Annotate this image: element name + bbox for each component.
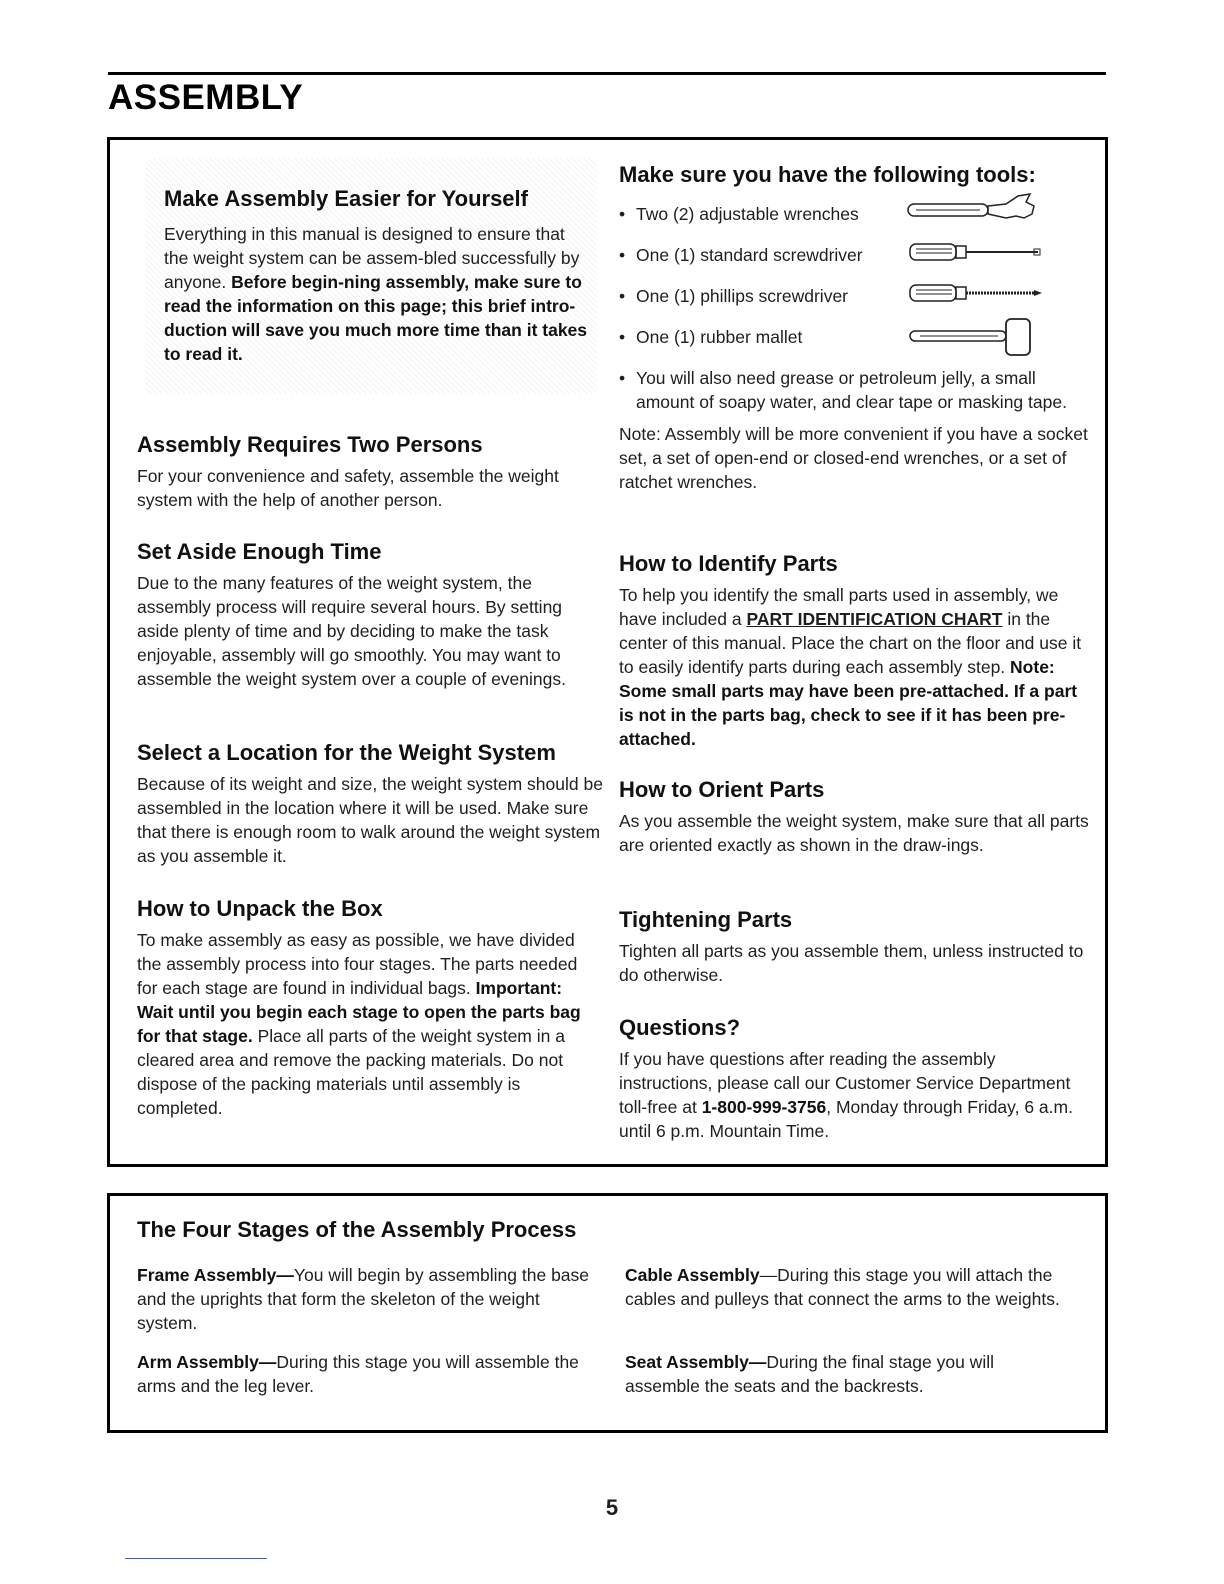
- tool-item-rubber-mallet: [619, 325, 1089, 366]
- page-title: ASSEMBLY: [108, 78, 304, 117]
- section-questions: [619, 1015, 1089, 1143]
- location-text: Because of its weight and size, the weight system should be assembled in the location where it will be used. Make sure that there is enough room to walk around the weight system as you assemble it.: [137, 774, 603, 866]
- stage-arm-title: Arm Assembly—: [137, 1352, 277, 1372]
- part-identification-chart-ref: PART IDENTIFICATION CHART: [746, 609, 1003, 629]
- questions-text: [619, 1047, 1089, 1143]
- stage-cable-text: [625, 1263, 1065, 1311]
- callout-text: [164, 222, 589, 366]
- tool-label: • Two (2) adjustable wrenches: [636, 204, 859, 224]
- identify-note: Note: Some small parts may have been pre-attached. If a part is not in the parts bag, check to see if it has been pre-attached.: [619, 657, 1078, 749]
- set-aside-time-text: Due to the many features of the weight system, the assembly process will require several hours. By setting aside plenty of time and by deciding to make the task enjoyable, assembly will go smoothly. You may want to assemble the weight system over a couple of evenings.: [137, 573, 566, 689]
- stage-frame: [137, 1263, 597, 1335]
- stage-arm-desc: During this stage you will assemble the arms and the leg lever.: [137, 1352, 579, 1396]
- unpack-text: [137, 928, 602, 1120]
- section-identify-parts: [619, 551, 1089, 751]
- stage-cable: [625, 1263, 1065, 1311]
- tools-heading: Make sure you have the following tools:: [619, 162, 1036, 187]
- tightening-text: Tighten all parts as you assemble them, unless instructed to do otherwise.: [619, 941, 1084, 985]
- unpack-important: Important: Wait until you begin each stage to open the parts bag for that stage.: [137, 978, 581, 1046]
- tool-label: • One (1) rubber mallet: [636, 327, 803, 347]
- tool-label: • One (1) phillips screwdriver: [636, 286, 849, 306]
- unpack-heading: How to Unpack the Box: [137, 896, 383, 921]
- orient-heading: How to Orient Parts: [619, 777, 825, 802]
- stage-frame-desc: You will begin by assembling the base and the uprights that form the skeleton of the weight system.: [137, 1265, 590, 1333]
- orient-text: As you assemble the weight system, make sure that all parts are oriented exactly as shown in the draw-ings.: [619, 811, 1089, 855]
- tools-extra-text: You will also need grease or petroleum jelly, a small amount of soapy water, and clear tape or masking tape.: [636, 368, 1067, 412]
- section-set-aside-time: [137, 539, 597, 691]
- section-orient-parts: [619, 777, 1089, 857]
- location-heading: Select a Location for the Weight System: [137, 740, 556, 765]
- identify-text-1: To help you identify the small parts used in assembly, we have included a: [619, 585, 1059, 629]
- identify-text-2: in the center of this manual. Place the chart on the floor and use it to easily identify parts during each assembly step.: [619, 609, 1082, 677]
- title-rule: [108, 72, 1106, 75]
- stage-seat-text: [625, 1350, 1065, 1398]
- questions-text-1: If you have questions after reading the assembly instructions, please call our Customer Service Department toll-free at: [619, 1049, 1071, 1117]
- stage-frame-title: Frame Assembly—: [137, 1265, 294, 1285]
- set-aside-time-heading: Set Aside Enough Time: [137, 539, 382, 564]
- footer-rule: [125, 1558, 267, 1559]
- stage-arm: [137, 1350, 597, 1398]
- callout-text-bold: Before begin-ning assembly, make sure to read the information on this page; this brief intro-duction will save you much more time than it takes to read it.: [164, 272, 588, 364]
- stage-seat: [625, 1350, 1065, 1398]
- stage-seat-title: Seat Assembly—: [625, 1352, 767, 1372]
- questions-text-2: , Monday through Friday, 6 a.m. until 6 p.m. Mountain Time.: [619, 1097, 1073, 1141]
- two-persons-heading: Assembly Requires Two Persons: [137, 432, 483, 457]
- questions-heading: Questions?: [619, 1015, 741, 1040]
- tools-list: [619, 202, 1089, 414]
- customer-service-phone: 1-800-999-3756: [701, 1097, 827, 1117]
- section-two-persons: [137, 432, 597, 512]
- stage-frame-text: [137, 1263, 597, 1335]
- stage-seat-desc: During the final stage you will assemble the seats and the backrests.: [625, 1352, 994, 1396]
- tool-label: • One (1) standard screwdriver: [636, 245, 863, 265]
- stage-cable-desc: —During this stage you will attach the cables and pulleys that connect the arms to the weights.: [625, 1265, 1060, 1309]
- section-location: [137, 740, 607, 868]
- identify-heading: How to Identify Parts: [619, 551, 838, 576]
- tools-note: Note: Assembly will be more convenient if you have a socket set, a set of open-end or closed-end wrenches, or a set of ratchet wrenches.: [619, 424, 1088, 492]
- phillips-screwdriver-icon: [906, 274, 1046, 314]
- standard-screwdriver-icon: [906, 233, 1046, 273]
- unpack-text-2: Place all parts of the weight system in a cleared area and remove the packing materials. Do not dispose of the packing materials until assembly is completed.: [137, 1026, 565, 1118]
- section-tools: [619, 162, 1089, 494]
- stage-arm-text: [137, 1350, 597, 1398]
- page-number: 5: [605, 1495, 619, 1520]
- identify-text: [619, 583, 1089, 751]
- two-persons-text: For your convenience and safety, assemble the weight system with the help of another person.: [137, 466, 559, 510]
- tightening-heading: Tightening Parts: [619, 907, 793, 932]
- callout-title: Make Assembly Easier for Yourself: [164, 186, 528, 211]
- section-unpack-box: [137, 896, 602, 1120]
- assembly-tip-callout: [145, 158, 597, 394]
- section-tightening: [619, 907, 1089, 987]
- tool-item-extra: [619, 366, 1089, 414]
- stages-heading: The Four Stages of the Assembly Process: [137, 1217, 577, 1242]
- callout-text-plain: Everything in this manual is designed to ensure that the weight system can be assem-bled successfully by anyone.: [164, 224, 580, 292]
- adjustable-wrench-icon: [906, 192, 1046, 232]
- stage-cable-title: Cable Assembly: [625, 1265, 760, 1285]
- unpack-text-1: To make assembly as easy as possible, we have divided the assembly process into four stages. The parts needed for each stage are found in individual bags.: [137, 930, 578, 998]
- rubber-mallet-icon: [906, 315, 1046, 359]
